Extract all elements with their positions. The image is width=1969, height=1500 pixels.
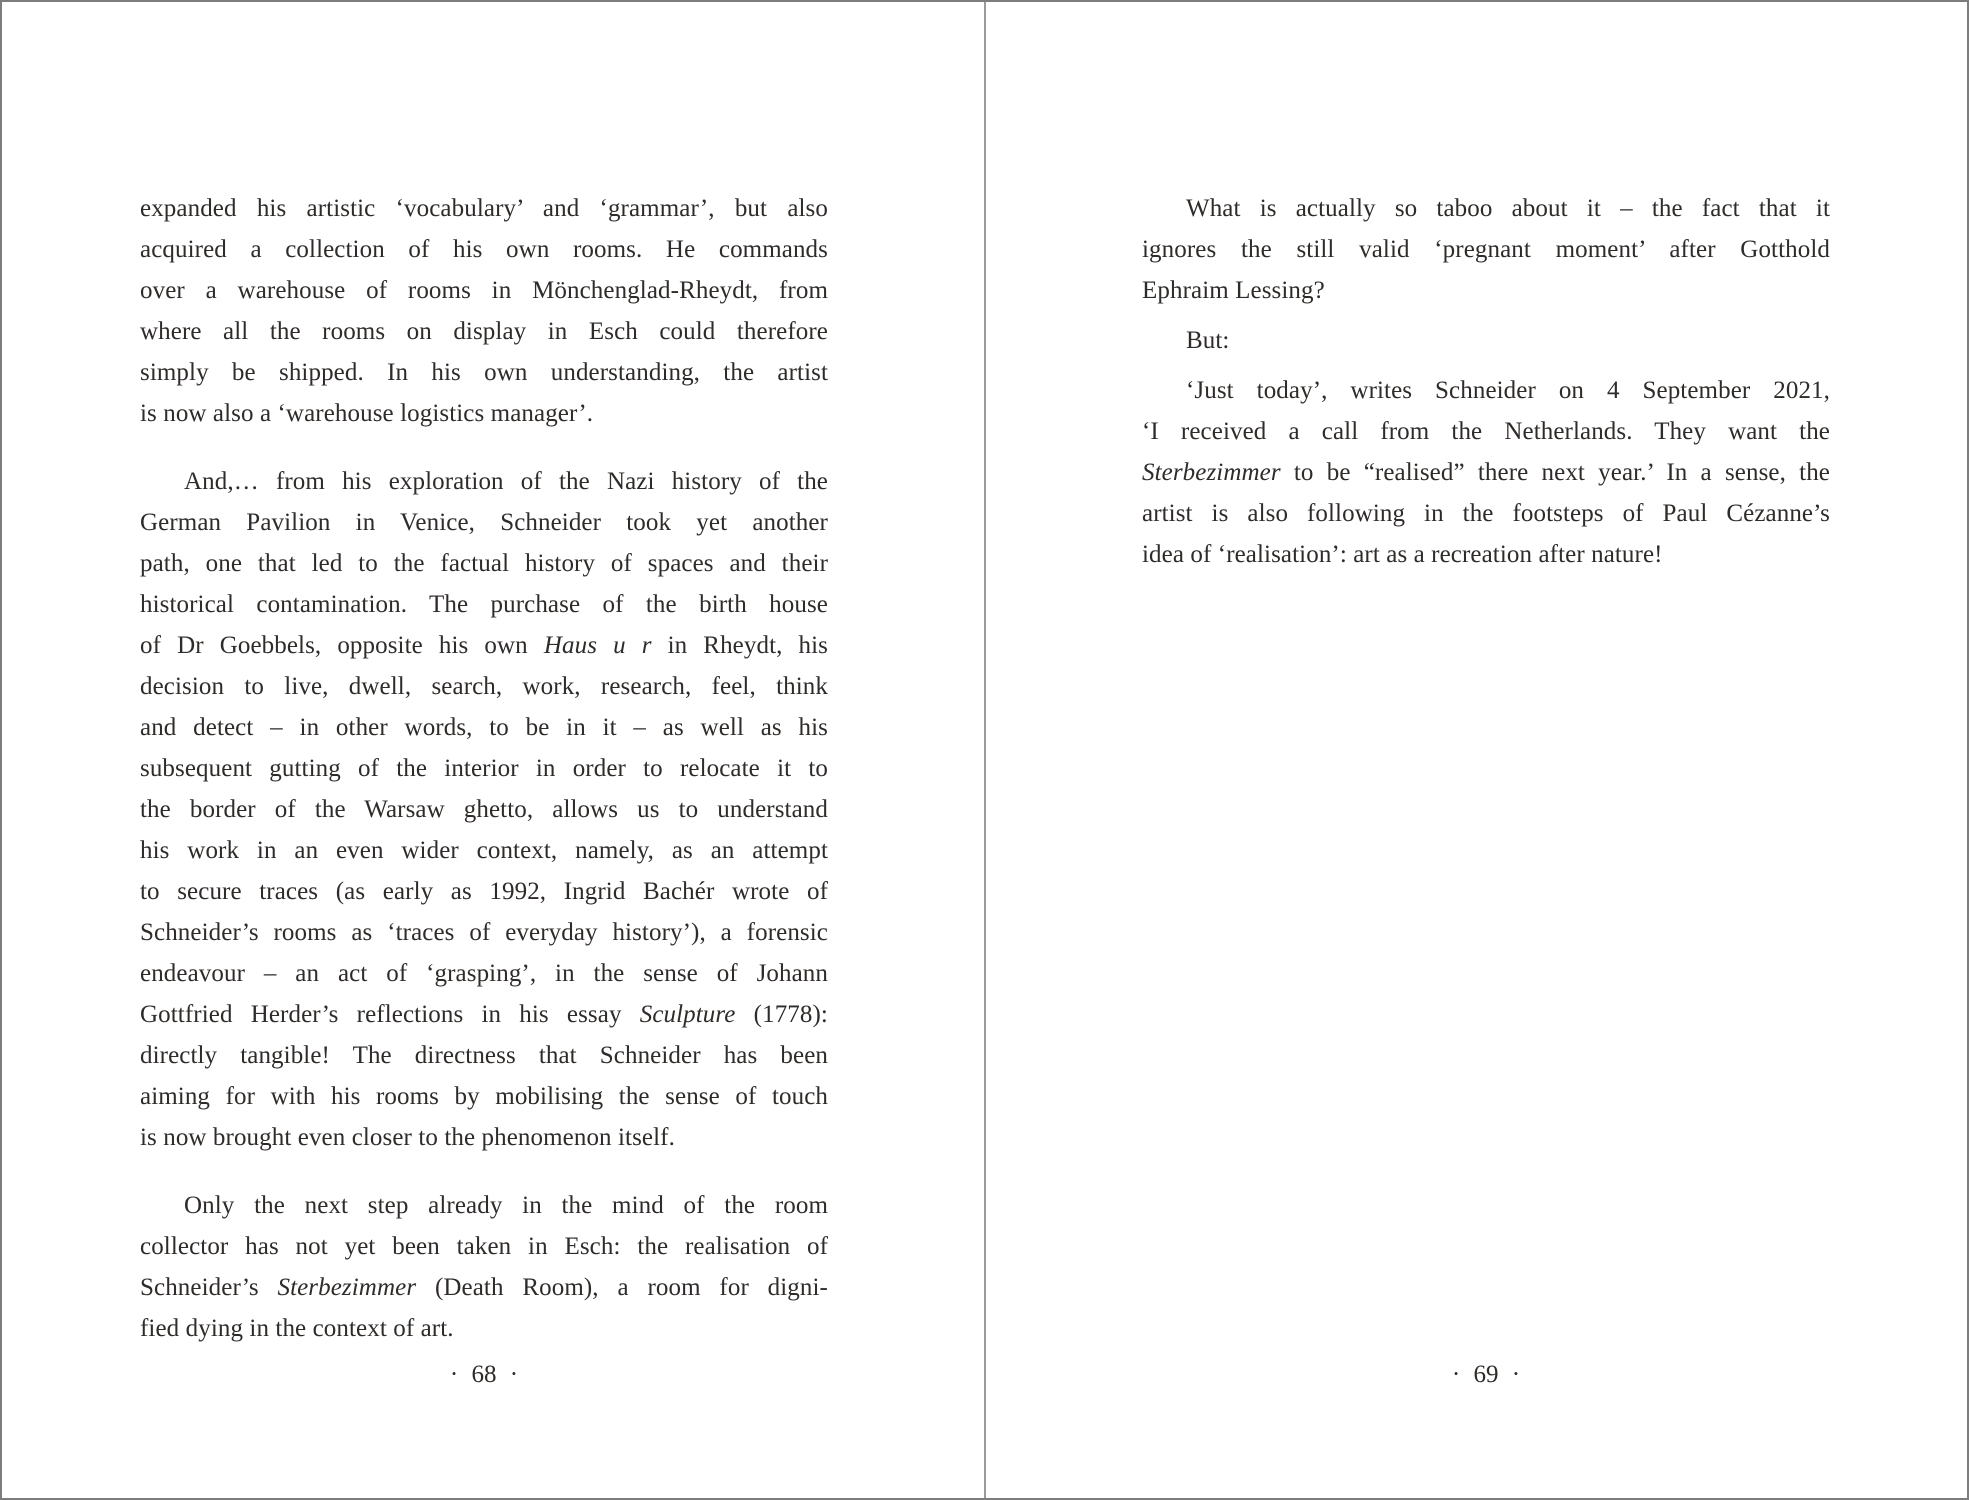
- text-line: aiming for with his rooms by mobilising the sense of touch: [140, 1083, 828, 1110]
- text-line: And,… from his exploration of the Nazi history of the: [184, 468, 828, 495]
- paragraph: [1142, 320, 1830, 361]
- text-line: fied dying in the context of art.: [140, 1315, 454, 1342]
- text-line: his work in an even wider context, namely, as an attempt: [140, 837, 828, 864]
- text-line: What is actually so taboo about it – the fact that it: [1186, 195, 1830, 222]
- text-line: Schneider’s Sterbezimmer (Death Room), a room for digni-: [140, 1274, 828, 1301]
- text-line: expanded his artistic ‘vocabulary’ and ‘grammar’, but also: [140, 195, 828, 222]
- text-line: idea of ‘realisation’: art as a recreation after nature!: [1142, 541, 1663, 568]
- text-line: Schneider’s rooms as ‘traces of everyday history’), a forensic: [140, 919, 828, 946]
- text-line: directly tangible! The directness that Schneider has been: [140, 1042, 828, 1069]
- text-line: Only the next step already in the mind of the room: [184, 1192, 828, 1219]
- text-line: over a warehouse of rooms in Mönchenglad-Rheydt, from: [140, 277, 828, 304]
- right-page-text: [1142, 188, 1830, 575]
- text-line: to secure traces (as early as 1992, Ingrid Bachér wrote of: [140, 878, 828, 905]
- text-line: path, one that led to the factual history of spaces and their: [140, 550, 828, 577]
- text-line: ignores the still valid ‘pregnant moment’ after Gotthold: [1142, 236, 1830, 263]
- text-line: artist is also following in the footsteps of Paul Cézanne’s: [1142, 500, 1830, 527]
- text-line: is now brought even closer to the phenomenon itself.: [140, 1124, 675, 1151]
- page-divider: [984, 2, 986, 1498]
- text-line: collector has not yet been taken in Esch: the realisation of: [140, 1233, 828, 1260]
- paragraph: [140, 188, 828, 434]
- text-line: and detect – in other words, to be in it – as well as his: [140, 714, 828, 741]
- paragraph: [1142, 188, 1830, 311]
- paragraph: [1142, 370, 1830, 575]
- text-line: Sterbezimmer to be “realised” there next year.’ In a sense, the: [1142, 459, 1830, 486]
- text-line: historical contamination. The purchase of the birth house: [140, 591, 828, 618]
- page-number-left: · 68 ·: [449, 1361, 519, 1388]
- text-line: simply be shipped. In his own understanding, the artist: [140, 359, 828, 386]
- page-number-right: · 69 ·: [1451, 1361, 1521, 1388]
- text-line: ‘I received a call from the Netherlands. They want the: [1142, 418, 1830, 445]
- text-line: the border of the Warsaw ghetto, allows us to understand: [140, 796, 828, 823]
- text-line: German Pavilion in Venice, Schneider took yet another: [140, 509, 828, 536]
- paragraph: [140, 1185, 828, 1349]
- text-line: of Dr Goebbels, opposite his own Haus u r in Rheydt, his: [140, 632, 829, 659]
- text-line: But:: [1186, 327, 1230, 354]
- text-line: ‘Just today’, writes Schneider on 4 September 2021,: [1186, 377, 1830, 404]
- left-page-text: [140, 188, 828, 1349]
- text-line: acquired a collection of his own rooms. He commands: [140, 236, 828, 263]
- text-line: is now also a ‘warehouse logistics manager’.: [140, 400, 594, 427]
- text-line: Ephraim Lessing?: [1142, 277, 1325, 304]
- text-line: where all the rooms on display in Esch could therefore: [140, 318, 828, 345]
- paragraph: [140, 461, 828, 1158]
- text-line: subsequent gutting of the interior in order to relocate it to: [140, 755, 828, 782]
- text-line: decision to live, dwell, search, work, research, feel, think: [140, 673, 828, 700]
- text-line: endeavour – an act of ‘grasping’, in the sense of Johann: [140, 960, 828, 987]
- text-line: Gottfried Herder’s reflections in his essay Sculpture (1778):: [140, 1001, 828, 1028]
